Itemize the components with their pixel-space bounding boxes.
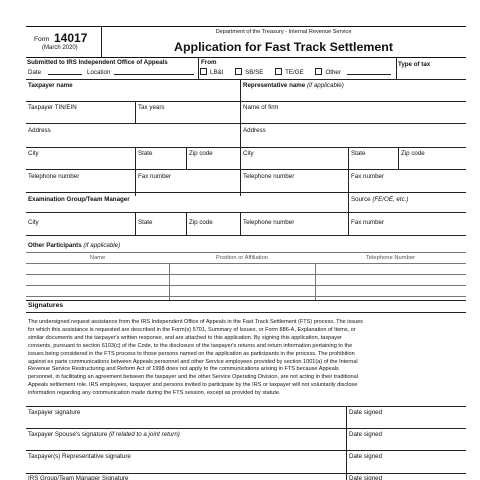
- consent-line: for which this assistance is requested are described in the Form(s) 5701, Summary of Issues, or Form 886-A, Explanation of Items, or: [28, 326, 356, 333]
- from-lbi-checkbox[interactable]: [200, 68, 207, 75]
- participants-col-phone: Telephone Number: [366, 255, 415, 261]
- consent-line: personnel, in facilitating an agreement between the taxpayer and the other Service Operating Division, are not acting in their traditional: [28, 374, 358, 381]
- representative-state-label: State: [351, 150, 366, 157]
- form-title: Application for Fast Track Settlement: [174, 40, 393, 54]
- form-revision-date: (March 2020): [42, 45, 78, 51]
- taxpayer-address-label: Address: [28, 127, 51, 134]
- from-label: From: [201, 59, 217, 66]
- representative-name-note: (if applicable): [306, 82, 344, 89]
- source-label: [351, 196, 408, 203]
- source-label-text: Source: [351, 196, 371, 203]
- exam-fax-label: Fax number: [351, 219, 385, 226]
- submitted-date-field[interactable]: [48, 69, 82, 75]
- spouse-signature-date-label: Date signed: [349, 431, 383, 438]
- firm-name-label: Name of firm: [243, 104, 279, 111]
- participants-col-position: Position or Affiliation: [215, 255, 269, 261]
- source-note: (FE/OE, etc.): [372, 196, 409, 203]
- from-option-label: SB/SE: [245, 69, 264, 76]
- other-participants-label: [28, 242, 120, 249]
- form-page: [26, 26, 466, 480]
- representative-zip-label: Zip code: [401, 150, 425, 157]
- representative-name-text: Representative name: [243, 82, 306, 89]
- consent-line: The undersigned request assistance from the IRS Independent Office of Appeals in the Fast Track Settlement (FTS) process. The issues: [28, 319, 363, 325]
- participant-row-2-name[interactable]: [26, 274, 169, 285]
- spouse-signature-label: [28, 431, 180, 438]
- spouse-signature-text: Taxpayer Spouse's signature: [28, 431, 108, 438]
- participant-row-1-name[interactable]: [26, 263, 169, 274]
- submitted-location-label: Location: [87, 69, 111, 76]
- tax-type-label: Type of tax: [398, 61, 431, 68]
- from-option-label: Other: [325, 69, 341, 76]
- taxpayer-zip-label: Zip code: [189, 150, 213, 157]
- consent-statement: [28, 319, 466, 398]
- other-participants-note: (if applicable): [83, 242, 121, 249]
- taxpayer-state-label: State: [138, 150, 153, 157]
- representative-address-label: Address: [243, 127, 266, 134]
- consent-line: Appeals settlement role. IRS employees, taxpayer and persons invited to participate by the IRS or taxpayer will not voluntarily disclose: [28, 382, 358, 389]
- taxpayer-phone-label: Telephone number: [28, 173, 80, 180]
- from-other-field[interactable]: [347, 69, 391, 75]
- exam-group-label: Examination Group/Team Manager: [28, 196, 130, 203]
- exam-city-label: City: [28, 219, 39, 226]
- taxpayer-fax-label: Fax number: [138, 173, 172, 180]
- from-tege-checkbox[interactable]: [275, 68, 282, 75]
- representative-fax-label: Fax number: [351, 173, 385, 180]
- participants-col-name: Name: [89, 255, 106, 261]
- consent-line: information regarding any communication made during the FTS session, except as provided by statute.: [28, 390, 281, 397]
- manager-signature-label: IRS Group/Team Manager Signature: [28, 475, 129, 480]
- exam-state-label: State: [138, 219, 153, 226]
- submitted-location-field[interactable]: [114, 69, 194, 75]
- from-option-label: LB&I: [210, 69, 224, 76]
- from-sbse-checkbox[interactable]: [235, 68, 242, 75]
- manager-signature-date-label: Date signed: [349, 475, 383, 480]
- taxpayer-name-label: Taxpayer name: [28, 82, 73, 89]
- representative-signature-label: Taxpayer(s) Representative signature: [28, 453, 131, 460]
- form-prefix: Form: [34, 36, 50, 43]
- tax-years-label: Tax years: [138, 104, 165, 111]
- taxpayer-city-label: City: [28, 150, 39, 157]
- exam-phone-label: Telephone number: [243, 219, 295, 226]
- consent-line: Revenue Service Restructuring and Reform Act of 1998 does not apply to the communications arising in FTS because Appeals: [28, 366, 339, 373]
- from-options: [200, 68, 391, 76]
- taxpayer-tin-label: Taxpayer TIN/EIN: [28, 104, 77, 111]
- from-other-checkbox[interactable]: [315, 68, 322, 75]
- consent-line: issues being considered in the FTS process to those persons named on the application as participants in the process. The prohibition: [28, 350, 355, 357]
- taxpayer-signature-label: Taxpayer signature: [28, 409, 81, 416]
- representative-signature-date-label: Date signed: [349, 453, 383, 460]
- representative-phone-label: Telephone number: [243, 173, 295, 180]
- from-option-label: TE/GE: [285, 69, 304, 76]
- other-participants-text: Other Participants: [28, 242, 82, 249]
- submitted-to-label: Submitted to IRS Independent Office of Appeals: [27, 59, 168, 66]
- agency-name: Department of the Treasury - Internal Revenue Service: [215, 29, 352, 35]
- form-number: 14017: [54, 31, 88, 45]
- representative-name-label: [243, 82, 344, 89]
- consent-line: consents, pursuant to section 6103(c) of the Code, to the disclosure of the taxpayer's returns and return information pertaining to the: [28, 342, 353, 349]
- signatures-heading: Signatures: [28, 302, 64, 309]
- taxpayer-signature-date-label: Date signed: [349, 409, 383, 416]
- exam-zip-label: Zip code: [189, 219, 213, 226]
- consent-line: against ex parte communications between Appeals personnel and other Service employees provided by section 1001(a) of the Internal: [28, 358, 358, 365]
- submitted-date-label: Date: [28, 69, 42, 76]
- consent-line: similar documents and the taxpayer's written response, and are attached to this application. By signing this application, taxpayer: [28, 334, 343, 341]
- participant-row-3-name[interactable]: [26, 285, 169, 296]
- spouse-signature-note: (if related to a joint return): [109, 431, 180, 438]
- representative-city-label: City: [243, 150, 254, 157]
